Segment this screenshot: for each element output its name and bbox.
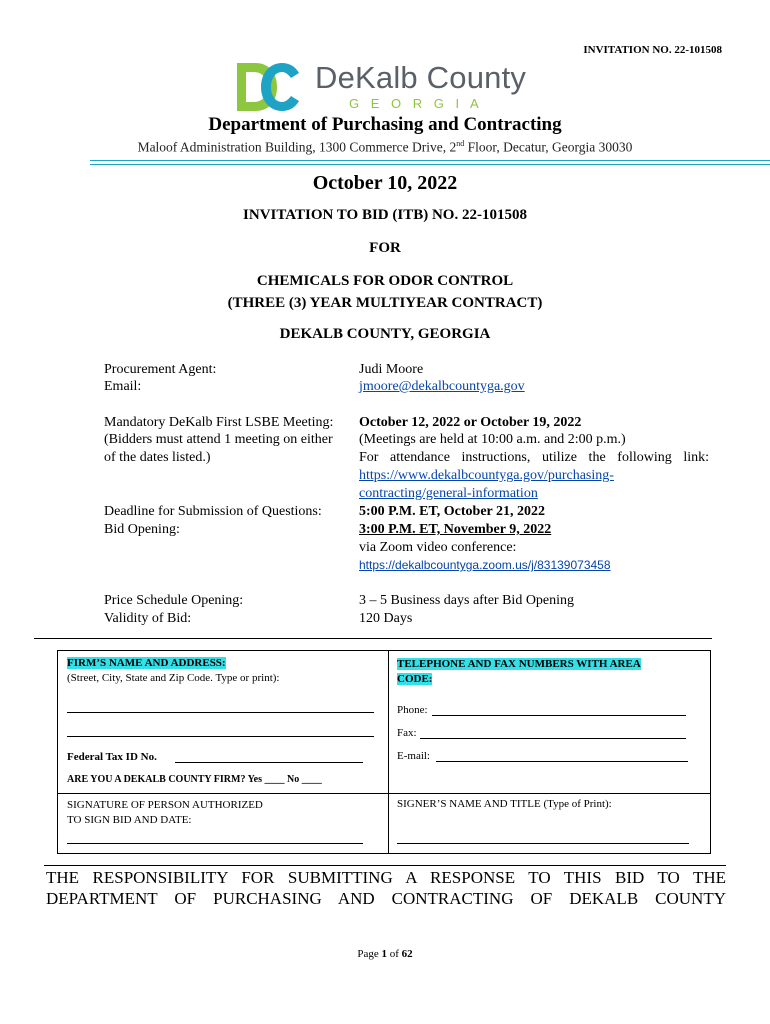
- meeting-label-2: (Bidders must attend 1 meeting on either: [104, 432, 333, 447]
- responsibility-line-2: DEPARTMENT OF PURCHASING AND CONTRACTING OF DEKALB COUNTY: [46, 889, 726, 908]
- responsibility-top-rule: [44, 865, 726, 866]
- header-divider: [90, 160, 770, 161]
- bid-opening-date: 3:00 P.M. ET, November 9, 2022: [359, 522, 552, 537]
- logo-county-name: DeKalb County: [315, 60, 527, 95]
- zoom-text: via Zoom video conference:: [359, 540, 517, 555]
- meeting-instructions: For attendance instructions, utilize the following link:: [359, 450, 709, 465]
- header-divider-secondary: [90, 164, 770, 165]
- bid-title-line1: CHEMICALS FOR ODOR CONTROL: [256, 273, 514, 289]
- bid-opening-label: Bid Opening:: [104, 522, 180, 537]
- form-column-divider: [388, 650, 389, 853]
- tax-id-label: Federal Tax ID No.: [67, 751, 157, 763]
- signer-name-field[interactable]: [397, 843, 689, 844]
- meeting-label-3: of the dates listed.): [104, 450, 211, 465]
- email-field[interactable]: [436, 761, 688, 762]
- agent-email-link[interactable]: jmoore@dekalbcountyga.gov: [359, 379, 525, 394]
- fax-label: Fax:: [397, 727, 417, 739]
- bid-title-line2: (THREE (3) YEAR MULTIYEAR CONTRACT): [227, 295, 543, 311]
- responsibility-line-1: THE RESPONSIBILITY FOR SUBMITTING A RESPONSE TO THIS BID TO THE: [46, 868, 726, 887]
- firm-address-line-1[interactable]: [67, 712, 374, 713]
- phone-field[interactable]: [432, 715, 686, 716]
- signature-field[interactable]: [67, 843, 363, 844]
- signature-label: SIGNATURE OF PERSON AUTHORIZED TO SIGN BID AND DATE:: [67, 799, 263, 826]
- agent-label: Procurement Agent:: [104, 362, 217, 377]
- questions-deadline: 5:00 P.M. ET, October 21, 2022: [359, 504, 546, 519]
- agent-value: Judi Moore: [359, 362, 424, 377]
- firm-address-hint: (Street, City, State and Zip Code. Type or print):: [67, 672, 280, 684]
- county-name: DEKALB COUNTY, GEORGIA: [279, 326, 491, 342]
- dekalb-firm-question[interactable]: ARE YOU A DEKALB COUNTY FIRM? Yes ____ No ____: [67, 774, 322, 785]
- form-row-divider: [57, 793, 710, 794]
- questions-label: Deadline for Submission of Questions:: [104, 504, 322, 519]
- fax-field[interactable]: [420, 738, 686, 739]
- page-number: Page 1 of 62: [357, 948, 413, 960]
- department-address: Maloof Administration Building, 1300 Commerce Drive, 2nd Floor, Decatur, Georgia 30030: [137, 139, 633, 155]
- for-label: FOR: [369, 240, 401, 256]
- meeting-info-link-2[interactable]: contracting/general-information: [359, 486, 538, 501]
- meeting-label-1: Mandatory DeKalb First LSBE Meeting:: [104, 415, 334, 430]
- price-schedule-value: 3 – 5 Business days after Bid Opening: [359, 593, 575, 608]
- email-label: Email:: [104, 379, 142, 394]
- department-title: Department of Purchasing and Contracting: [208, 114, 562, 135]
- document-date: October 10, 2022: [312, 172, 458, 194]
- validity-label: Validity of Bid:: [104, 611, 192, 626]
- county-logo: [237, 60, 527, 114]
- meeting-times: (Meetings are held at 10:00 a.m. and 2:00 p.m.): [359, 432, 626, 447]
- firm-name-label: FIRM’S NAME AND ADDRESS:: [67, 657, 226, 669]
- dc-monogram-icon: [237, 61, 301, 113]
- phone-label: Phone:: [397, 704, 428, 716]
- tax-id-field[interactable]: [175, 762, 363, 763]
- phone-fax-label: TELEPHONE AND FAX NUMBERS WITH AREA CODE:: [397, 658, 641, 685]
- validity-value: 120 Days: [359, 611, 413, 626]
- zoom-link[interactable]: https://dekalbcountyga.zoom.us/j/83139073458: [359, 558, 611, 572]
- email-field-label: E-mail:: [397, 750, 430, 762]
- itb-number: INVITATION TO BID (ITB) NO. 22-101508: [243, 207, 527, 223]
- firm-address-line-2[interactable]: [67, 736, 374, 737]
- logo-state-name: G E O R G I A: [349, 96, 483, 111]
- section-divider: [34, 638, 712, 639]
- signer-name-label: SIGNER’S NAME AND TITLE (Type of Print):: [397, 798, 612, 810]
- meeting-dates: October 12, 2022 or October 19, 2022: [359, 415, 582, 430]
- invitation-number: INVITATION NO. 22-101508: [583, 44, 722, 56]
- meeting-info-link-1[interactable]: https://www.dekalbcountyga.gov/purchasing-: [359, 468, 614, 483]
- price-schedule-label: Price Schedule Opening:: [104, 593, 244, 608]
